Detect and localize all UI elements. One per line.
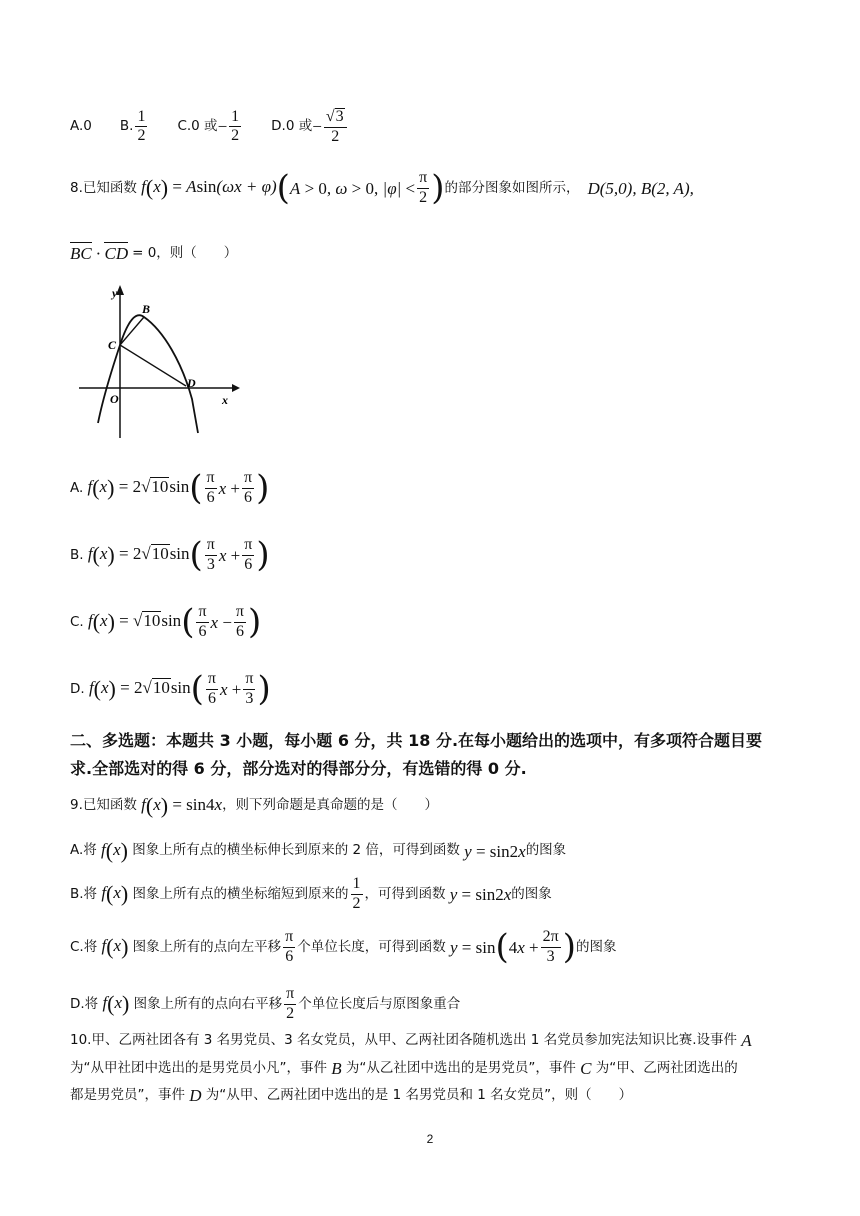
q7-options [70, 108, 377, 146]
q9-stem: 9.已知函数 f(x) = sin4x ，则下列命题是真命题的是（ ） [70, 793, 439, 818]
q7-option-a: A.0 [70, 118, 92, 135]
section-2-heading-line2: 求.全部选对的得 6 分，部分选对的得部分分，有选错的得 0 分. [70, 759, 527, 778]
graph-x-label: x [222, 393, 228, 407]
q9-option-c: C.将 f(x) 图象上所有的点向左平移 $\frac{\pi}{6}$ 个单位长度，可得到函数 y = sin ( 4x + $\frac{2\pi}{3}$ ) 的图象 [70, 927, 617, 968]
q8-option-c: C. f(x) = √10sin ( $\frac{\pi}{6}$ x − $\frac{\pi}{6}$ ) [70, 602, 262, 643]
q9-option-a: A.将 f(x) 图象上所有点的横坐标伸长到原来的 2 倍，可得到函数 y = sin2x 的图象 [70, 838, 567, 863]
q8-condition: BC · CD = 0，则（ ） [70, 244, 238, 263]
graph-point-b: B [142, 302, 151, 316]
graph-y-label: y [112, 286, 118, 300]
q9-option-b: B.将 f(x) 图象上所有点的横坐标缩短到原来的 $\frac{1}{2}$ ，可得到函数 y = sin2x 的图象 [70, 875, 552, 912]
graph-point-c: C [108, 338, 117, 352]
section-2-heading-line1: 二、多选题：本题共 3 小题，每小题 6 分，共 18 分.在每小题给出的选项中，有多项符合题目要 [70, 731, 763, 750]
q7-option-d: D.0 或 − $\frac{√3}{2}$ [271, 108, 348, 146]
q8-option-d: D. f(x) = 2√10sin ( $\frac{\pi}{6}$ x + $\frac{\pi}{3}$ ) [70, 669, 271, 710]
q8-function-graph [74, 283, 240, 439]
q10-line3: 都是男党员”，事件 D 为“从甲、乙两社团中选出的是 1 名男党员和 1 名女党员”，则（ ） [70, 1086, 633, 1105]
graph-origin-label: O [110, 392, 119, 406]
q10-line1: 10.甲、乙两社团各有 3 名男党员、3 名女党员，从甲、乙两社团各随机选出 1 名党员参加宪法知识比赛.设事件 A [70, 1031, 752, 1050]
q7-option-b: B. $\frac{1}{2}$ [119, 107, 146, 145]
graph-point-d: D [187, 376, 196, 390]
q7-option-c: C.0 或 − $\frac{1}{2}$ [177, 107, 240, 145]
q9-option-d: D.将 f(x) 图象上所有的点向右平移 $\frac{\pi}{2}$ 个单位长度后与原图象重合 [70, 985, 461, 1022]
q8-stem: 8.已知函数 f(x) = Asin(ωx + φ) ( A > 0, ω > 0, |φ| < $\frac{\pi}{2}$ ) 的部分图象如图所示， D(5,0), B(2, A), [70, 168, 694, 209]
q8-points: D(5,0), B(2, A), [587, 178, 694, 198]
q10-line2: 为“从甲社团中选出的是男党员小凡”，事件 B 为“从乙社团中选出的是男党员”，事件 C 为“甲、乙两社团选出的 [70, 1059, 738, 1078]
q8-option-b: B. f(x) = 2√10sin ( $\frac{\pi}{3}$ x + $\frac{\pi}{6}$ ) [70, 535, 270, 576]
q8-option-a: A. f(x) = 2√10sin ( $\frac{\pi}{6}$ x + $\frac{\pi}{6}$ ) [70, 468, 270, 509]
page-number: 2 [426, 1132, 434, 1146]
